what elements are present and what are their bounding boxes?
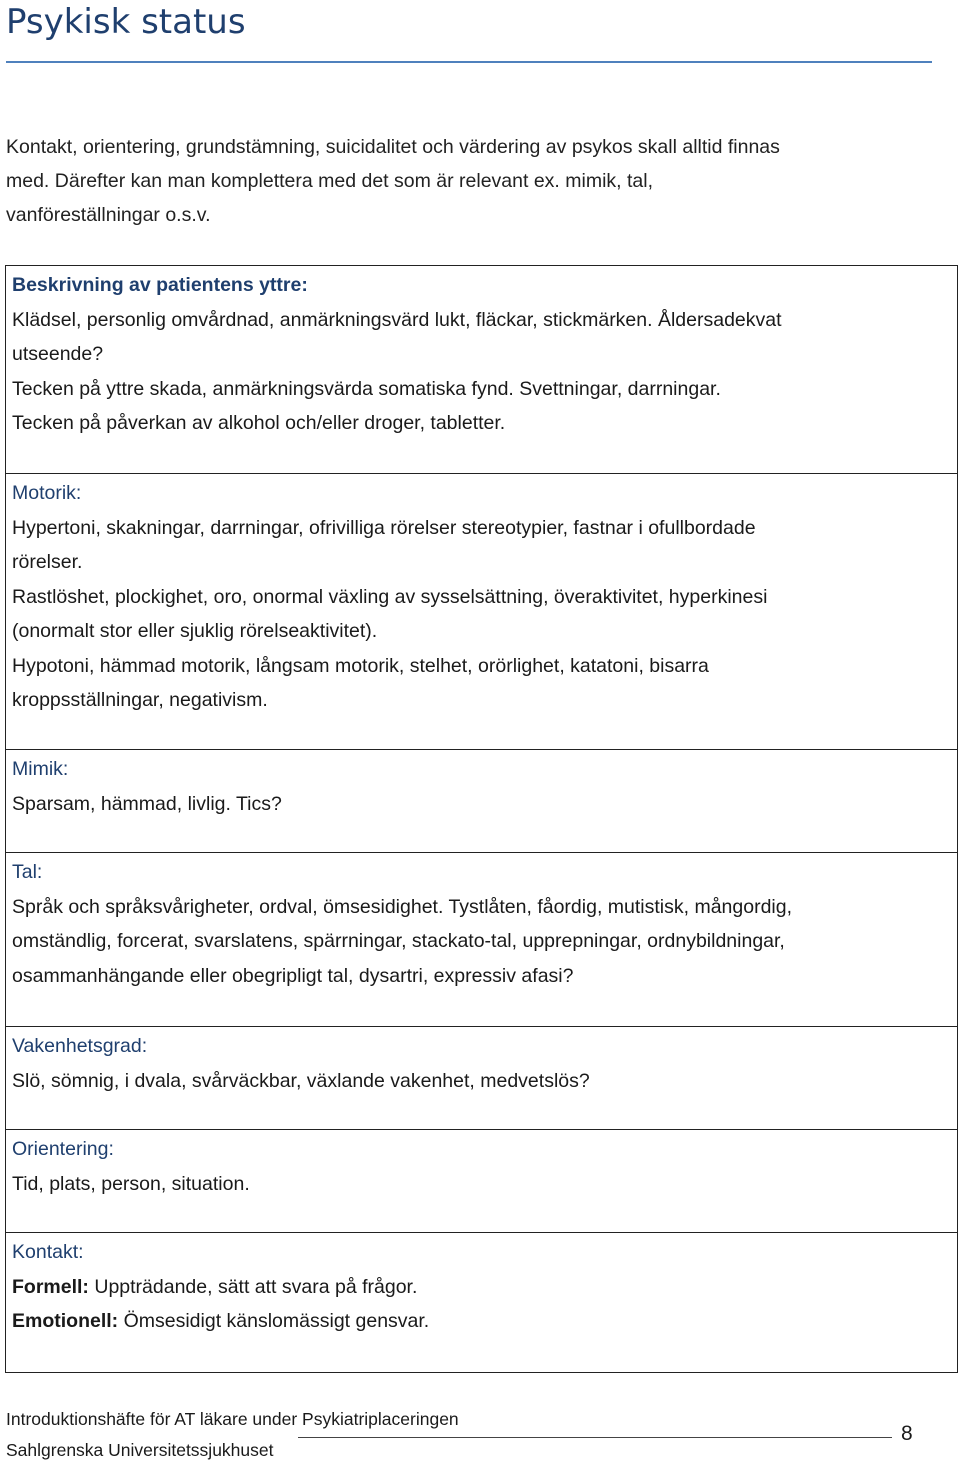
intro-line: Kontakt, orientering, grundstämning, suicidalitet och värdering av psykos skall alltid finnas bbox=[6, 136, 780, 158]
contact-term: Emotionell: bbox=[12, 1310, 119, 1332]
footer-document-title: Introduktionshäfte för AT läkare under Psykiatriplaceringen bbox=[6, 1409, 459, 1429]
section-line: Rastlöshet, plockighet, oro, onormal växling av sysselsättning, överaktivitet, hyperkinesi bbox=[12, 585, 768, 608]
contact-text: Ömsesidigt känslomässigt gensvar. bbox=[118, 1310, 430, 1332]
contact-text: Uppträdande, sätt att svara på frågor. bbox=[88, 1275, 418, 1298]
section-line: Sparsam, hämmad, livlig. Tics? bbox=[12, 792, 282, 815]
section-line: Tid, plats, person, situation. bbox=[12, 1172, 250, 1195]
section-label: Tal: bbox=[12, 861, 43, 883]
section-motorik bbox=[5, 473, 958, 749]
page-title: Psykisk status bbox=[6, 2, 246, 42]
section-label: Motorik: bbox=[12, 482, 82, 504]
footer-divider bbox=[298, 1437, 892, 1438]
section-orientering bbox=[5, 1129, 958, 1232]
section-line: kroppsställningar, negativism. bbox=[12, 689, 268, 711]
section-line bbox=[12, 1270, 957, 1305]
intro-paragraph bbox=[6, 130, 926, 232]
section-line bbox=[12, 1304, 957, 1339]
section-vakenhetsgrad bbox=[5, 1026, 958, 1129]
section-mimik bbox=[5, 749, 958, 852]
section-label: Kontakt: bbox=[12, 1241, 84, 1263]
page-number: 8 bbox=[901, 1422, 913, 1445]
section-kontakt bbox=[5, 1232, 958, 1373]
section-label: Vakenhetsgrad: bbox=[12, 1035, 148, 1057]
section-line: osammanhängande eller obegripligt tal, dysartri, expressiv afasi? bbox=[12, 964, 574, 987]
contact-term: Formell: bbox=[12, 1275, 89, 1298]
section-line: rörelser. bbox=[12, 551, 83, 573]
section-line: omständlig, forcerat, svarslatens, spärrningar, stackato-tal, upprepningar, ordnybildningar, bbox=[12, 930, 785, 952]
intro-line: med. Därefter kan man komplettera med det som är relevant ex. mimik, tal, bbox=[6, 170, 653, 192]
section-line: Slö, sömnig, i dvala, svårväckbar, växlande vakenhet, medvetslös? bbox=[12, 1069, 590, 1092]
section-tal bbox=[5, 852, 958, 1026]
section-line: Klädsel, personlig omvårdnad, anmärkningsvärd lukt, fläckar, stickmärken. Åldersadekvat bbox=[12, 308, 782, 331]
section-line: Hypotoni, hämmad motorik, långsam motorik, stelhet, orörlighet, katatoni, bisarra bbox=[12, 654, 709, 677]
section-line: (onormalt stor eller sjuklig rörelseaktivitet). bbox=[12, 620, 378, 642]
section-line: Hypertoni, skakningar, darrningar, ofrivilliga rörelser stereotypier, fastnar i ofullbordade bbox=[12, 516, 756, 539]
intro-line: vanföreställningar o.s.v. bbox=[6, 204, 211, 226]
section-line: Tecken på påverkan av alkohol och/eller droger, tabletter. bbox=[12, 412, 506, 434]
section-appearance bbox=[5, 265, 958, 473]
section-label: Mimik: bbox=[12, 758, 69, 780]
section-line: Språk och språksvårigheter, ordval, ömsesidighet. Tystlåten, fåordig, mutistisk, mångordig, bbox=[12, 895, 793, 918]
section-line: Tecken på yttre skada, anmärkningsvärda somatiska fynd. Svettningar, darrningar. bbox=[12, 377, 721, 400]
section-label: Orientering: bbox=[12, 1138, 114, 1160]
section-line: utseende? bbox=[12, 343, 104, 365]
title-underline bbox=[6, 61, 932, 63]
section-label: Beskrivning av patientens yttre: bbox=[12, 274, 308, 296]
footer-organization: Sahlgrenska Universitetssjukhuset bbox=[6, 1440, 274, 1460]
